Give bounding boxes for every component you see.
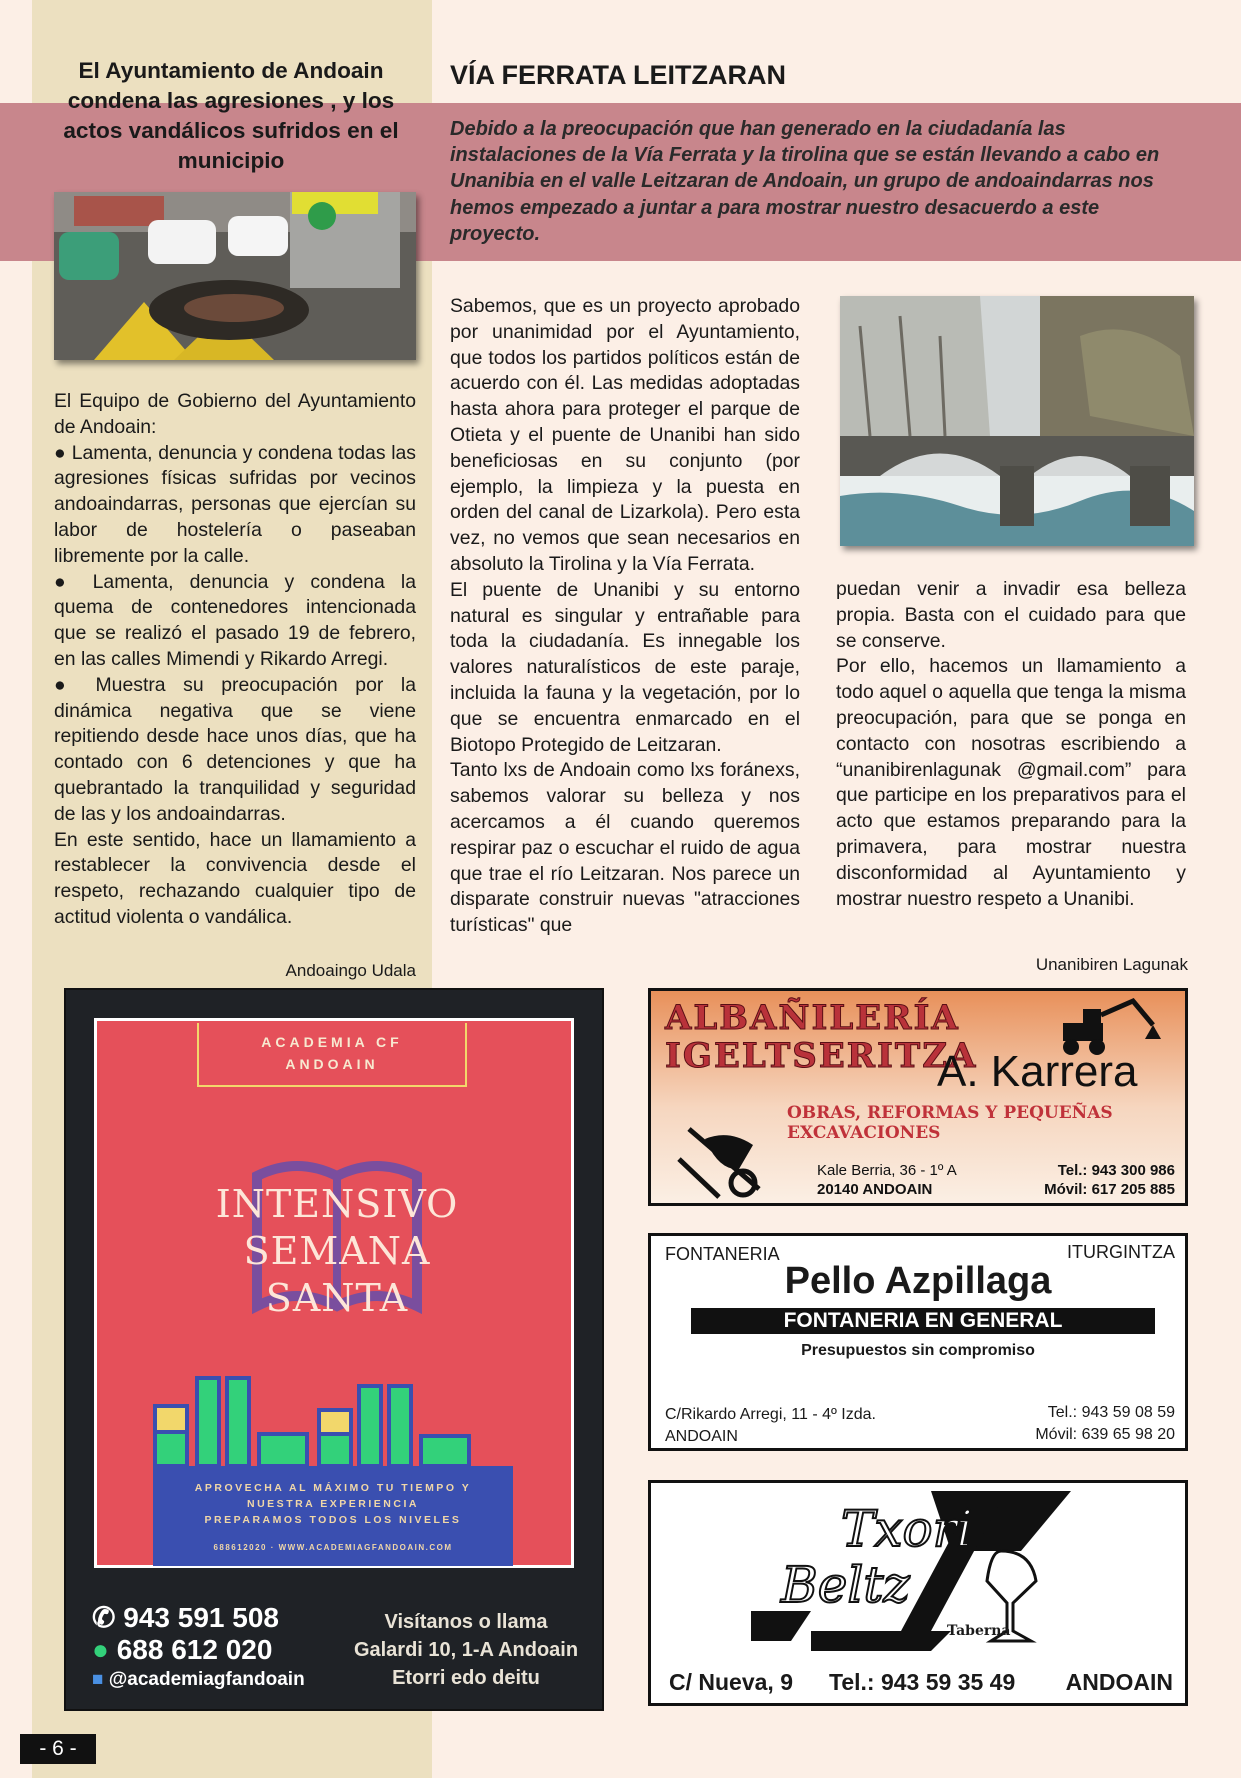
ad-karrera (648, 988, 1188, 1206)
left-bullet-3: ● Muestra su preocupación por la dinámica negativa que se viene repitiendo desde hace unos días, que ha contado con 6 detenciones y que ha quebrantado la tranquilidad y seguridad de las y los andoaindarras. (54, 673, 416, 825)
pello-right-label: ITURGINTZA (1067, 1242, 1175, 1262)
right-column-1 (450, 294, 800, 939)
whatsapp-icon: ● (92, 1634, 109, 1665)
bridge-photo-image (840, 296, 1194, 546)
left-intro: El Equipo de Gobierno del Ayuntamiento de Andoain: (54, 390, 416, 438)
right-col1-p1: Sabemos, que es un proyecto aprobado por unanimidad por el Ayuntamiento, que todos los partidos políticos están de acuerdo con él. Las medidas adoptadas hasta ahora para proteger el parque de Otieta y el puente de Unanibi han sido beneficiosas en su conjunto (por ejemplo, la limpieza y la puesta en orden del canal de Lizarkola). Pero esta vez, no vemos que sean necesarios en absoluto la Tirolina y la Vía Ferrata. (450, 295, 800, 575)
academia-tagline-box: APROVECHA AL MÁXIMO TU TIEMPO Y NUESTRA EXPERIENCIA PREPARAMOS TODOS LOS NIVELES 688612020 · WWW.ACADEMIAGFANDOAIN.COM (153, 1466, 513, 1566)
academia-web: 688612020 · WWW.ACADEMIAGFANDOAIN.COM (213, 1543, 453, 1552)
bars-graphic (153, 1376, 513, 1468)
right-intro: Debido a la preocupación que han generado en la ciudadanía las instalaciones de la Vía Ferrata y la tirolina que se están llevando a cabo en Unanibia en el valle Leitzaran de Andoain, un grupo de andoaindarras nos hemos empezado a juntar a para mostrar nuestro desacuerdo a este proyecto. (450, 118, 1160, 245)
left-bullet-1: ● Lamenta, denuncia y condena todas las agresiones físicas sufridas por vecinos andoaindarras, personas que ejercían su labor de hostelería o paseaban libremente por la calle. (54, 441, 416, 567)
left-signature: Andoaingo Udala (285, 961, 416, 980)
karrera-trade: ALBAÑILERÍA IGELTSERITZA (665, 998, 978, 1076)
right-col2-p2: Por ello, hacemos un llamamiento a todo aquel o aquella que tenga la misma preocupación, para que se ponga en contacto con nosotras escribiendo a “unanibirenlagunak @gmail.com” para que participe en los preparativos para el acto que estamos preparando para la primavera, para mostrar nuestra disconformidad al Ayuntamiento y mostrar nuestro respeto a Unanibi. (836, 655, 1186, 910)
right-col1-p2: El puente de Unanibi y su entorno natural es singular y entrañable para toda la ciudadanía. Es innegable los valores naturalísticos de este paraje, incluida la fauna y la vegetación, por lo que se encuentra enmarcado en el Biotopo Protegido de Leitzaran. (450, 578, 800, 756)
academia-headline: INTENSIVO SEMANA SANTA (215, 1182, 459, 1320)
academia-phone-row: ✆ 943 591 508 (92, 1602, 279, 1633)
wheelbarrow-icon (669, 1109, 779, 1199)
txori-town: ANDOAIN (1065, 1669, 1173, 1695)
ad-academia (64, 988, 604, 1711)
academia-whatsapp-row: ● 688 612 020 (92, 1634, 273, 1665)
ad-txori-beltz (648, 1480, 1188, 1706)
right-title-box (450, 60, 1210, 91)
photo-burnt-container (54, 192, 416, 360)
pello-name: Pello Azpillaga (784, 1260, 1052, 1302)
left-headline: El Ayuntamiento de Andoain condena las agresiones , y los actos vandálicos sufridos en el municipio (63, 58, 399, 173)
left-headline-box (50, 56, 412, 176)
academia-contacts (92, 1602, 342, 1694)
left-bullet-2: ● Lamenta, denuncia y condena la quema de contenedores intencionada que se realizó el pasado 19 de febrero, en las calles Mimendi y Rikardo Arregi. (54, 570, 416, 670)
left-closing: En este sentido, hace un llamamiento a restablecer la convivencia desde el respeto, rechazando cualquier tipo de actitud violenta o vandálica. (54, 828, 416, 928)
burnt-container-photo (54, 192, 416, 360)
ad-pello (648, 1233, 1188, 1451)
txori-logo-text: Txori Beltz (781, 1500, 973, 1614)
right-signature: Unanibiren Lagunak (1035, 955, 1188, 974)
phone-icon: ✆ (92, 1602, 116, 1633)
instagram-icon: ■ (92, 1669, 104, 1690)
academia-instagram-row: ■ @academiagfandoain (92, 1669, 305, 1690)
pello-left-label: FONTANERIA (665, 1244, 780, 1264)
pello-address: C/Rikardo Arregi, 11 - 4º Izda. ANDOAIN (665, 1406, 876, 1445)
txori-tel: Tel.: 943 59 35 49 (829, 1669, 1016, 1695)
right-col1-p3: Tanto lxs de Andoain como lxs foránexs, sabemos valorar su belleza y nos acercamos a él cuando queremos respirar paz o escuchar el ruido de agua que trae el río Leitzaran. Nos parece un disparate construir nuevas "atracciones turísticas" que (450, 759, 800, 937)
pello-banner: FONTANERIA EN GENERAL (691, 1308, 1155, 1334)
karrera-address: Kale Berria, 36 - 1º A 20140 ANDOAIN (817, 1162, 957, 1198)
right-column-2 (836, 577, 1186, 912)
right-title: VÍA FERRATA LEITZARAN (450, 60, 786, 90)
pello-note: Presupuestos sin compromiso (801, 1342, 1035, 1359)
academia-visit: Visítanos o llama Galardi 10, 1-A Andoain Etorri edo deitu (353, 1611, 579, 1689)
bridge-photo (840, 296, 1194, 546)
pello-phones: Tel.: 943 59 08 59 Móvil: 639 65 98 20 (1035, 1404, 1175, 1443)
txori-sub: Taberna (947, 1623, 1011, 1639)
txori-address: C/ Nueva, 9 (669, 1669, 793, 1695)
left-article-body (54, 389, 416, 931)
academia-poster (94, 1018, 574, 1568)
academia-header: ACADEMIA CF ANDOAIN (197, 1023, 467, 1087)
karrera-services: OBRAS, REFORMAS Y PEQUEÑAS EXCAVACIONES (787, 1103, 1113, 1143)
karrera-name: A. Karrera (937, 1047, 1138, 1096)
right-col2-p1: puedan venir a invadir esa belleza propia. Basta con el cuidado para que se conserve. (836, 578, 1186, 652)
karrera-phones: Tel.: 943 300 986 Móvil: 617 205 885 (1044, 1162, 1175, 1198)
page-number: - 6 - (20, 1734, 96, 1764)
